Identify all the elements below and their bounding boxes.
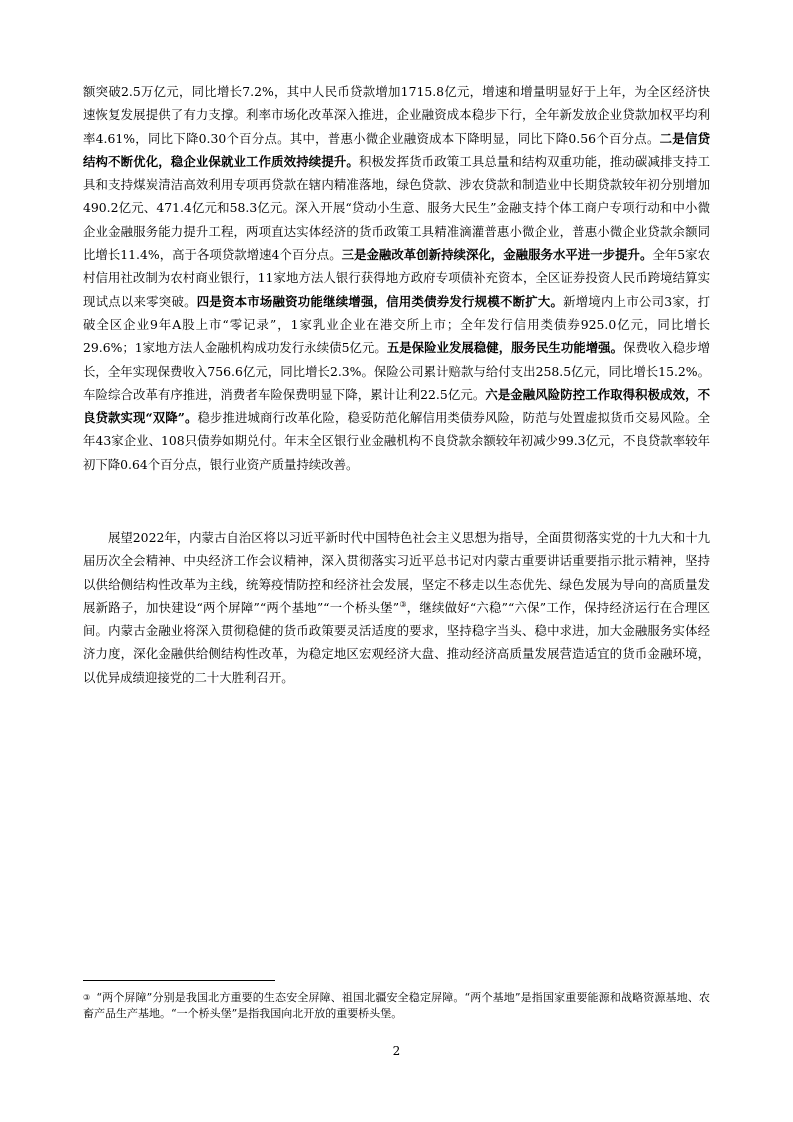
paragraph-text: 额突破2.5万亿元，同比增长7.2%，其中人民币贷款增加1715.8亿元，增速和增量明显好于上年，为全区经济快速恢复发展提供了有力支撑。利率市场化改革深入推进，企业融资成本稳步下行，全年新发放企业贷款加权平均利率4.61%，同比下降0.30个百分点。其中，普惠小微企业融资成本下降明显，同比下降0.56个百分点。: [83, 84, 710, 146]
footnote-mark: ③: [83, 993, 91, 1002]
body-paragraph-1: [83, 80, 710, 476]
body-paragraph-2: [83, 526, 710, 689]
paragraph-text: 保费收入稳步增长，全年实现保费收入756.6亿元，同比增长2.3%。保险公司累计赔款与给付支出258.5亿元，同比增长15.2%。车险综合改革有序推进，消费者车险保费明显下降，累计让利22.5亿元。: [83, 340, 710, 402]
footnote: [83, 990, 710, 1022]
paragraph-text: 新增境内上市公司3家，打破全区企业9年A股上市“零记录”，1家乳业企业在港交所上市；全年发行信用类债券925.0亿元，同比增长29.6%；1家地方法人金融机构成功发行永续债5亿元。: [83, 293, 711, 356]
bold-heading: 五是保险业发展稳健，服务民生功能增强。: [386, 340, 624, 356]
bold-heading: 四是资本市场融资功能继续增强，信用类债券发行规模不断扩大。: [196, 293, 564, 309]
paragraph-text: 稳步推进城商行改革化险，稳妥防范化解信用类债券风险，防范与处置虚拟货币交易风险。全年43家企业、108只债券如期兑付。年末全区银行业金融机构不良贷款余额较年初减少99.3亿元，不良贷款率较年初下降0.64个百分点，银行业资产质量持续改善。: [83, 410, 710, 472]
footnote-separator: [83, 980, 275, 981]
paragraph-text: 展望2022年，内蒙古自治区将以习近平新时代中国特色社会主义思想为指导，全面贯彻落实党的十九大和十九届历次全会精神、中央经济工作会议精神，深入贯彻落实习近平总书记对内蒙古重要讲话重要指示批示精神，坚持以供给侧结构性改革为主线，统筹疫情防控和经济社会发展，坚定不移走以生态优先、绿色发展为导向的高质量发展新路子，加快建设“两个屏障”“两个基地”“一个桥头堡”: [83, 530, 710, 615]
bold-heading: 六是金融风险防控工作取得积极成效，不良贷款实现“双降”。: [83, 386, 711, 426]
paragraph-text: 积极发挥货币政策工具总量和结构双重功能，推动碳减排支持工具和支持煤炭清洁高效利用专项再贷款在辖内精准落地，绿色贷款、涉农贷款和制造业中长期贷款较年初分别增加490.2亿元、471.4亿元和58.3亿元。深入开展“贷动小生意、服务大民生”金融支持个体工商户专项行动和中小微企业金融服务能力提升工程，两项直达实体经济的货币政策工具精准滴灌普惠小微企业，普惠小微企业贷款余额同比增长11.4%，高于各项贷款增速4个百分点。: [83, 153, 711, 263]
bold-heading: 二是信贷结构不断优化，稳企业保就业工作质效持续提升。: [83, 130, 710, 169]
paragraph-text: ，继续做好“六稳”“六保”工作，保持经济运行在合理区间。内蒙古金融业将深入贯彻稳健的货币政策要灵活适度的要求，坚持稳字当头、稳中求进，加大金融服务实体经济力度，深化金融供给侧结构性改革，为稳定地区宏观经济大盘、推动经济高质量发展营造适宜的货币金融环境，以优异成绩迎接党的二十大胜利召开。: [83, 599, 711, 685]
paragraph-text: 全年5家农村信用社改制为农村商业银行，11家地方法人银行获得地方政府专项债补充资本，全区证券投资人民币跨境结算实现试点以来零突破。: [83, 247, 710, 309]
page-number: 2: [392, 1044, 401, 1058]
footnote-reference: ③: [399, 599, 407, 609]
bold-heading: 三是金融改革创新持续深化，金融服务水平进一步提升。: [341, 247, 653, 263]
footnote-text: “两个屏障”分别是我国北方重要的生态安全屏障、祖国北疆安全稳定屏障。“两个基地”是指国家重要能源和战略资源基地、农畜产品生产基地。“一个桥头堡”是指我国向北开放的重要桥头堡。: [83, 991, 711, 1020]
